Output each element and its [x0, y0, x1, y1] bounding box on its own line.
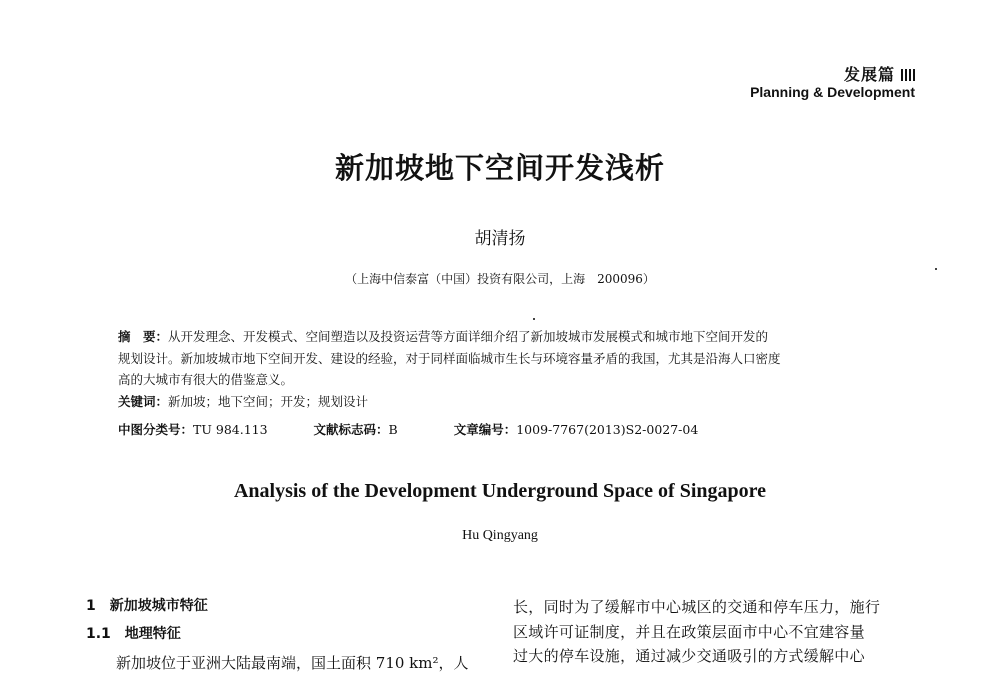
affiliation: （上海中信泰富（中国）投资有限公司，上海 200096） [345, 272, 655, 286]
clc-value: TU 984.113 [193, 422, 268, 437]
keywords-value: 新加坡；地下空间；开发；规划设计 [168, 393, 369, 409]
author-cn: 胡清扬 [474, 229, 526, 249]
subsection-heading: 1.1 地理特征 [86, 626, 181, 642]
article-title-cn: 新加坡地下空间开发浅析 [334, 151, 665, 185]
section-header-cn: 发展篇 [844, 62, 915, 85]
abstract-line: 摘 要：从开发理念、开发模式、空间塑造以及投资运营等方面详细介绍了新加坡城市发展模式和城市地下空间开发的 [118, 329, 769, 344]
body-right-column [513, 595, 918, 669]
body-paragraph: 新加坡位于亚洲大陆最南端，国土面积 710 km²，人 [116, 654, 469, 672]
article-no-label: 文章编号： [453, 422, 517, 437]
keywords-label: 关键词： [118, 393, 169, 409]
section-header-en: Planning & Development [750, 84, 915, 100]
doc-code-label: 文献标志码： [313, 422, 389, 437]
clc-label: 中图分类号： [118, 422, 194, 437]
classification-line [118, 420, 698, 438]
abstract-line: 高的大城市有很大的借鉴意义。 [118, 372, 294, 387]
abstract-label: 摘 要： [118, 329, 169, 344]
article-title-en: Analysis of the Development Underground Space of Singapore [233, 480, 767, 502]
body-line: 过大的停车设施，通过减少交通吸引的方式缓解中心 [513, 647, 865, 665]
section-heading: 1 新加坡城市特征 [86, 598, 208, 614]
scan-speck [533, 318, 535, 320]
scan-speck [935, 268, 937, 270]
abstract [118, 326, 888, 412]
body-left-column [86, 595, 486, 675]
keywords [118, 391, 888, 413]
section-mark-icon [901, 69, 915, 81]
body-line: 区域许可证制度，并且在政策层面市中心不宜建容量 [513, 622, 865, 641]
author-en: Hu Qingyang [462, 528, 538, 543]
article-no-value: 1009-7767(2013)S2-0027-04 [516, 422, 699, 437]
abstract-line: 规划设计。新加坡城市地下空间开发、建设的经验，对于同样面临城市生长与环境容量矛盾的我国，尤其是沿海人口密度 [118, 350, 781, 366]
doc-code-value: B [388, 422, 398, 437]
body-line: 长，同时为了缓解市中心城区的交通和停车压力，施行 [513, 598, 881, 616]
